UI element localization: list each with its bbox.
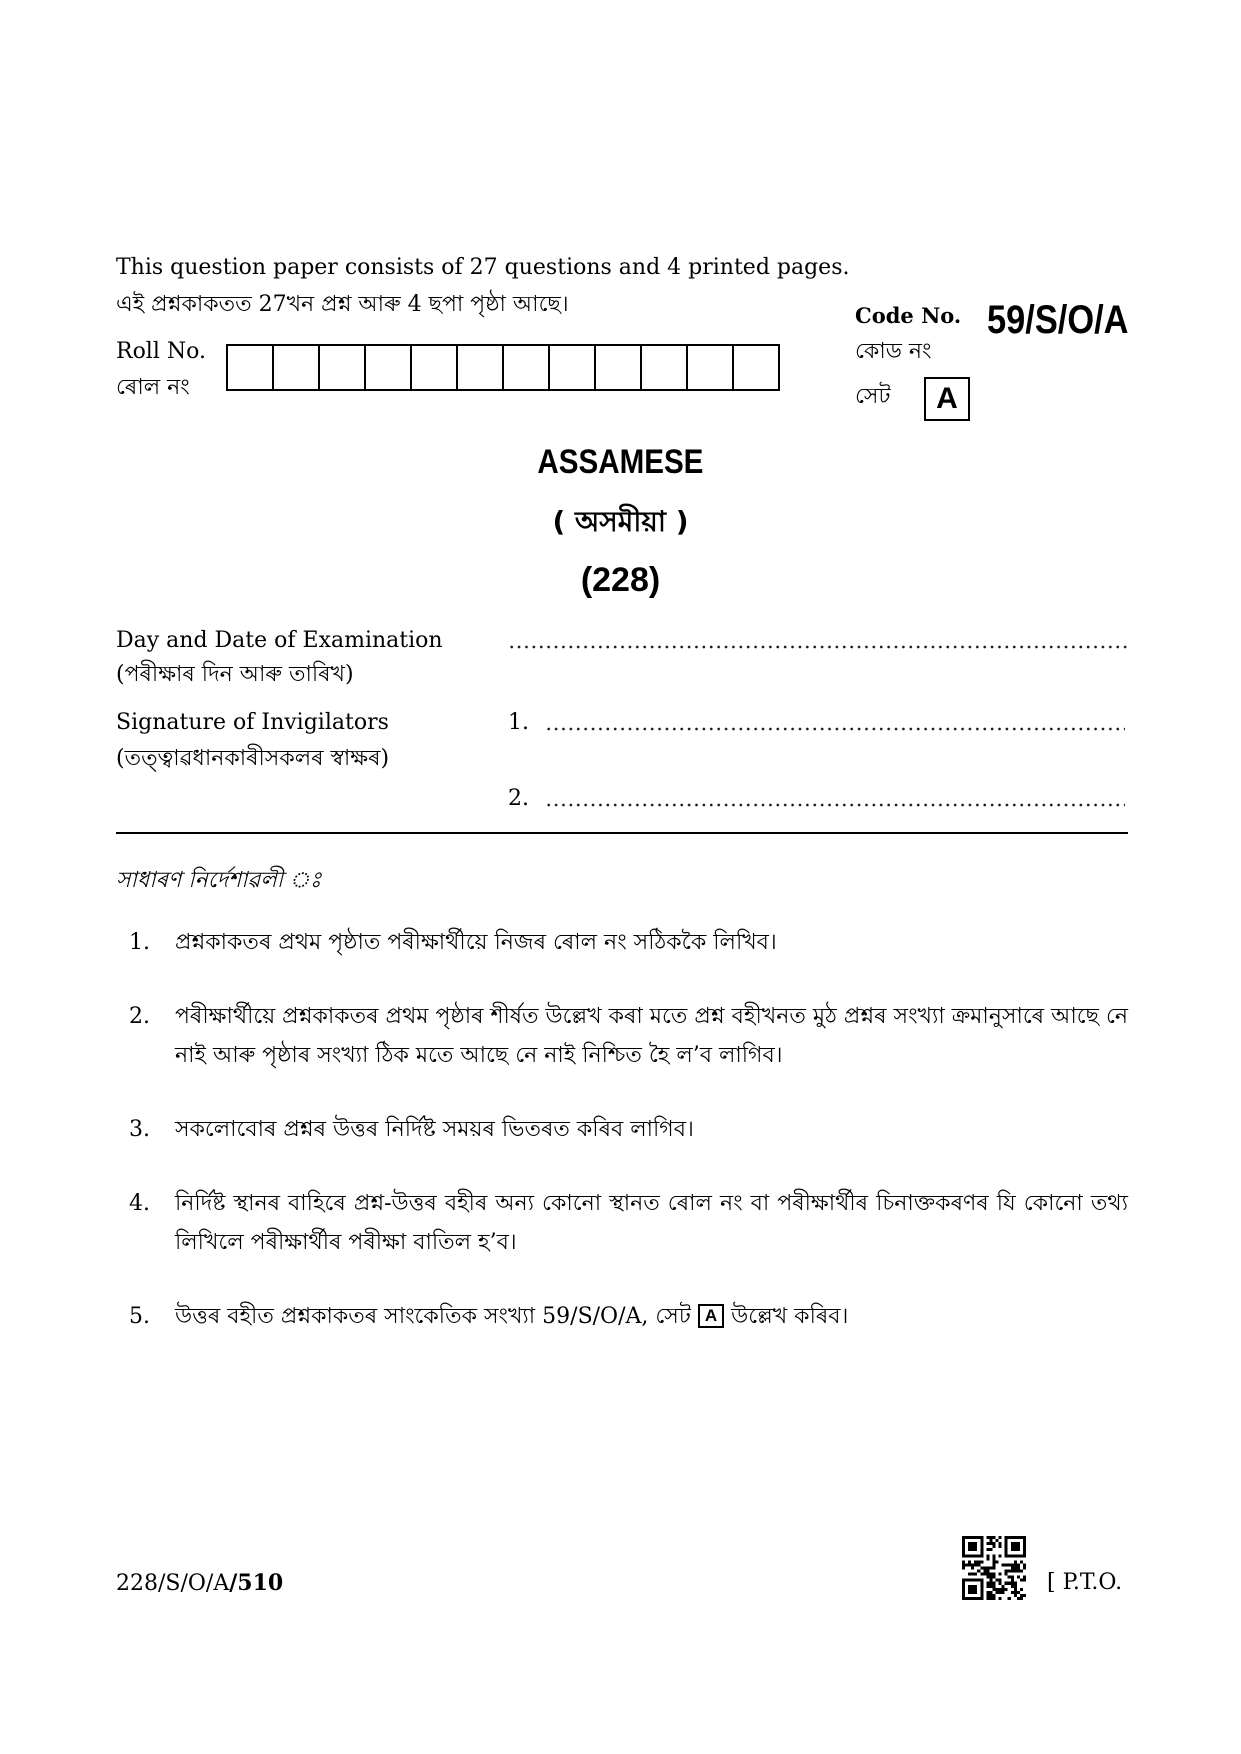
roll-label-en: Roll No. bbox=[116, 339, 206, 364]
instruction-item bbox=[116, 1110, 1128, 1149]
instruction-text: সকলোবোৰ প্ৰশ্নৰ উত্তৰ নিৰ্দিষ্ট সময়ৰ ভিতৰত কৰিব লাগিব। bbox=[175, 1117, 694, 1142]
roll-number-box[interactable] bbox=[412, 346, 458, 389]
instruction-item bbox=[116, 923, 1128, 962]
signature-number-2: 2. bbox=[508, 786, 529, 811]
roll-number-box[interactable] bbox=[366, 346, 412, 389]
instruction-number: 5. bbox=[129, 1304, 150, 1329]
invigilator-signature-label-as: (তত্ত্বাৱধানকাৰীসকলৰ স্বাক্ষৰ) bbox=[116, 746, 390, 771]
paper-code bbox=[116, 1568, 283, 1599]
instruction-number: 4. bbox=[129, 1191, 150, 1216]
roll-number-box[interactable] bbox=[274, 346, 320, 389]
roll-number-box[interactable] bbox=[550, 346, 596, 389]
invigilator-signature-line-1[interactable] bbox=[545, 727, 1125, 731]
invigilator-signature-line-2[interactable] bbox=[545, 803, 1125, 807]
qr-code bbox=[962, 1536, 1026, 1600]
paper-code-main: 228/S/O/A bbox=[116, 1571, 230, 1596]
exam-date-label-as: (পৰীক্ষাৰ দিন আৰু তাৰিখ) bbox=[116, 662, 354, 687]
invigilator-signature-label-en: Signature of Invigilators bbox=[116, 710, 389, 735]
subject-title-en bbox=[0, 441, 1241, 483]
roll-label-as: ৰোল নং bbox=[116, 375, 190, 400]
set-box: A bbox=[924, 377, 970, 421]
subject-code: (228) bbox=[580, 561, 661, 599]
instruction-number: 3. bbox=[129, 1117, 150, 1142]
instruction-number: 2. bbox=[129, 1004, 150, 1029]
question-count-statement-en: This question paper consists of 27 questions and 4 printed pages. bbox=[116, 255, 850, 280]
instruction-item bbox=[116, 1297, 1128, 1336]
set-inline-box: A bbox=[698, 1304, 724, 1328]
instruction-item bbox=[116, 1184, 1128, 1262]
code-value: 59/S/O/A bbox=[987, 298, 1129, 342]
instruction-text-part: উল্লেখ কৰিব। bbox=[731, 1304, 849, 1329]
roll-number-box[interactable] bbox=[688, 346, 734, 389]
roll-number-box[interactable] bbox=[320, 346, 366, 389]
instruction-number: 1. bbox=[129, 930, 150, 955]
instruction-text: পৰীক্ষাৰ্থীয়ে প্ৰশ্নকাকতৰ প্ৰথম পৃষ্ঠাৰ শীৰ্ষত উল্লেখ কৰা মতে প্ৰশ্ন বহীখনত মুঠ প্ৰশ্নৰ সংখ্যা ক্ৰমানুসাৰে আছে নে নাই আৰু পৃষ্ঠাৰ সংখ্যা ঠিক মতে আছে নে নাই নিশ্চিত হৈ ল’ব লাগিব। bbox=[175, 1004, 1128, 1068]
exam-date-label-en: Day and Date of Examination bbox=[116, 628, 443, 653]
question-count-statement-as: এই প্ৰশ্নকাকতত 27খন প্ৰশ্ন আৰু 4 ছপা পৃষ্ঠা আছে। bbox=[116, 292, 569, 317]
instructions-list bbox=[116, 923, 1128, 1371]
roll-number-box[interactable] bbox=[228, 346, 274, 389]
roll-number-box[interactable] bbox=[642, 346, 688, 389]
subject-title-en-text: ASSAMESE bbox=[537, 443, 704, 481]
roll-number-box[interactable] bbox=[458, 346, 504, 389]
signature-number-1: 1. bbox=[508, 710, 529, 735]
instructions-heading: সাধাৰণ নিৰ্দেশাৱলী ঃ bbox=[116, 868, 322, 893]
paper-code-suffix: /510 bbox=[229, 1570, 284, 1596]
code-label-as: কোড নং bbox=[855, 339, 932, 364]
exam-date-line[interactable] bbox=[508, 645, 1128, 649]
instruction-text-part: উত্তৰ বহীত প্ৰশ্নকাকতৰ সাংকেতিক সংখ্যা 59/S/O/A, সেট bbox=[175, 1304, 691, 1329]
roll-number-box[interactable] bbox=[596, 346, 642, 389]
instruction-text bbox=[175, 1297, 1128, 1336]
instruction-item bbox=[116, 997, 1128, 1075]
pto-label: [ P.T.O. bbox=[1047, 1570, 1123, 1595]
section-divider bbox=[116, 832, 1128, 834]
code-label-en: Code No. bbox=[855, 303, 962, 328]
roll-number-box[interactable] bbox=[734, 346, 778, 389]
subject-title-as: ( অসমীয়া ) bbox=[552, 505, 689, 538]
roll-number-box[interactable] bbox=[504, 346, 550, 389]
roll-number-grid bbox=[226, 344, 780, 391]
set-label: সেট bbox=[855, 384, 891, 409]
instruction-text: নিৰ্দিষ্ট স্থানৰ বাহিৰে প্ৰশ্ন-উত্তৰ বহীৰ অন্য কোনো স্থানত ৰোল নং বা পৰীক্ষাৰ্থীৰ চিনাক্তকৰণৰ যি কোনো তথ্য লিখিলে পৰীক্ষাৰ্থীৰ পৰীক্ষা বাতিল হ’ব। bbox=[175, 1191, 1128, 1255]
instruction-text: প্ৰশ্নকাকতৰ প্ৰথম পৃষ্ঠাত পৰীক্ষাৰ্থীয়ে নিজৰ ৰোল নং সঠিককৈ লিখিব। bbox=[175, 930, 777, 955]
